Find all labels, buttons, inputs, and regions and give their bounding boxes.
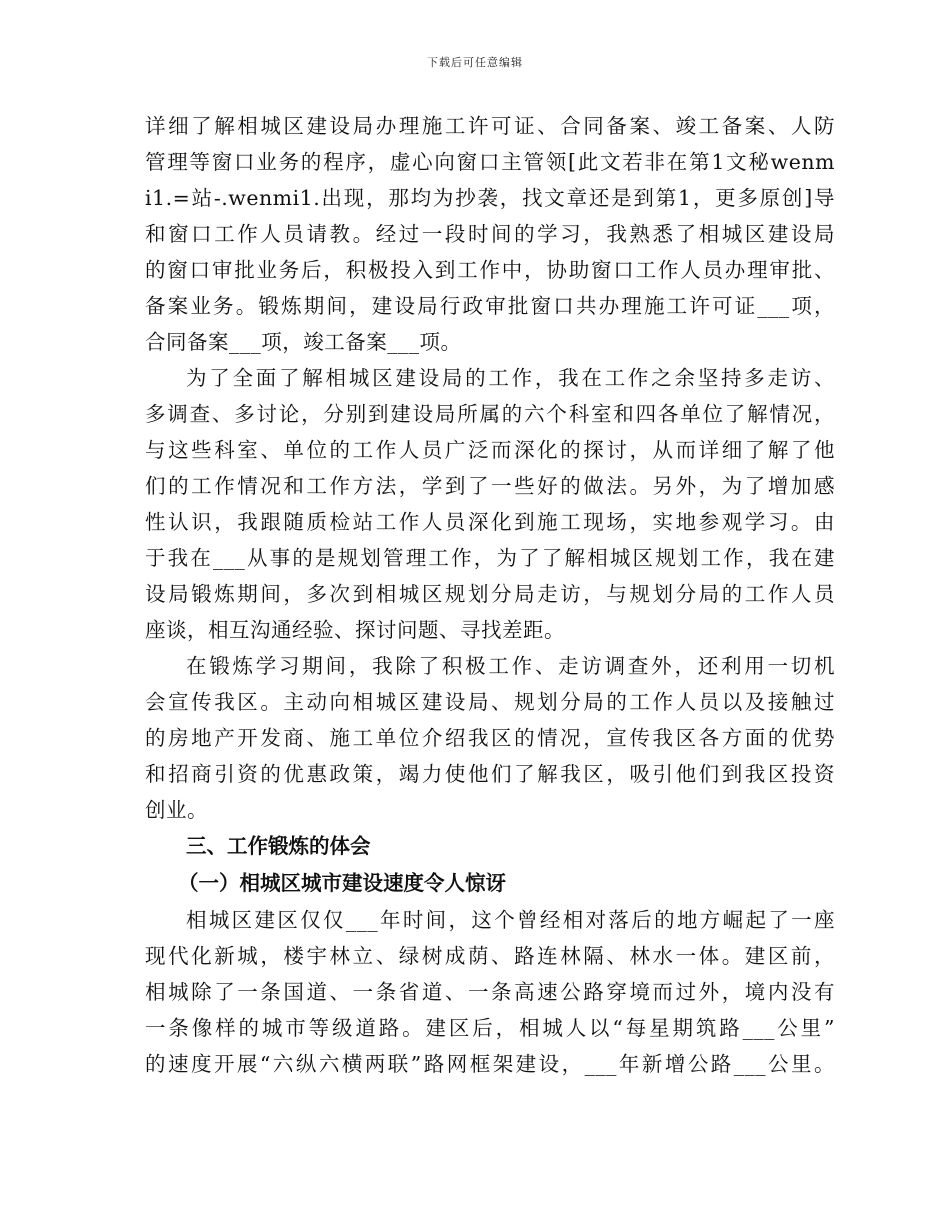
paragraph-line: 设局锻炼期间，多次到相城区规划分局走访，与规划分局的工作人员 [145,582,835,606]
paragraph-city-construction [145,902,835,1082]
paragraph-promotion [145,648,835,828]
paragraph-line: 创业。 [145,798,208,822]
paragraph-line: 的速度开展“六纵六横两联”路网框架建设，___年新增公路___公里。 [145,1052,835,1076]
paragraph-line: 多调查、多讨论，分别到建设局所属的六个科室和四各单位了解情况， [145,402,835,426]
paragraph-line: 的窗口审批业务后，积极投入到工作中，协助窗口工作人员办理审批、 [145,258,835,282]
paragraph-line: 会宣传我区。主动向相城区建设局、规划分局的工作人员以及接触过 [145,690,835,714]
subsection-heading: （一）相城区城市建设速度令人惊讶 [178,871,506,895]
paragraph-line: 性认识，我跟随质检站工作人员深化到施工现场，实地参观学习。由 [145,510,835,534]
paragraph-line: 相城区建区仅仅___年时间，这个曾经相对落后的地方崛起了一座 [186,908,835,932]
paragraph-line: 的房地产开发商、施工单位介绍我区的情况，宣传我区各方面的优势 [145,726,835,750]
document-body [145,108,835,1082]
paragraph-line: 于我在___从事的是规划管理工作，为了了解相城区规划工作，我在建 [145,546,835,570]
paragraph-line: 现代化新城，楼宇林立、绿树成荫、路连林隔、林水一体。建区前， [145,944,835,968]
paragraph-line: i1.=站-.wenmi1.出现，那均为抄袭，找文章还是到第1，更多原创]导 [145,186,835,210]
paragraph-line: 与这些科室、单位的工作人员广泛而深化的探讨，从而详细了解了他 [145,438,835,462]
paragraph-line: 和招商引资的优惠政策，竭力使他们了解我区，吸引他们到我区投资 [145,762,835,786]
paragraph-line: 详细了解相城区建设局办理施工许可证、合同备案、竣工备案、人防 [145,114,835,138]
paragraph-line: 为了全面了解相城区建设局的工作，我在工作之余坚持多走访、 [186,366,835,390]
paragraph-line: 合同备案___项，竣工备案___项。 [145,330,462,354]
paragraph-line: 一条像样的城市等级道路。建区后，相城人以“每星期筑路___公里” [145,1016,835,1040]
paragraph-window-business [145,108,835,360]
paragraph-line: 在锻炼学习期间，我除了积极工作、走访调查外，还利用一切机 [186,654,835,678]
paragraph-line: 座谈，相互沟通经验、探讨问题、寻找差距。 [145,618,565,642]
page-header: 下载后可任意编辑 [427,56,523,69]
paragraph-line: 管理等窗口业务的程序，虚心向窗口主管领[此文若非在第1文秘wenm [145,150,835,174]
paragraph-line: 们的工作情况和工作方法，学到了一些好的做法。另外，为了增加感 [145,474,835,498]
paragraph-line: 备案业务。锻炼期间，建设局行政审批窗口共办理施工许可证___项， [145,294,835,318]
section-heading: 三、工作锻炼的体会 [186,834,371,858]
paragraph-line: 相城除了一条国道、一条省道、一条高速公路穿境而过外，境内没有 [145,980,835,1004]
paragraph-line: 和窗口工作人员请教。经过一段时间的学习，我熟悉了相城区建设局 [145,222,835,246]
paragraph-visits [145,360,835,648]
